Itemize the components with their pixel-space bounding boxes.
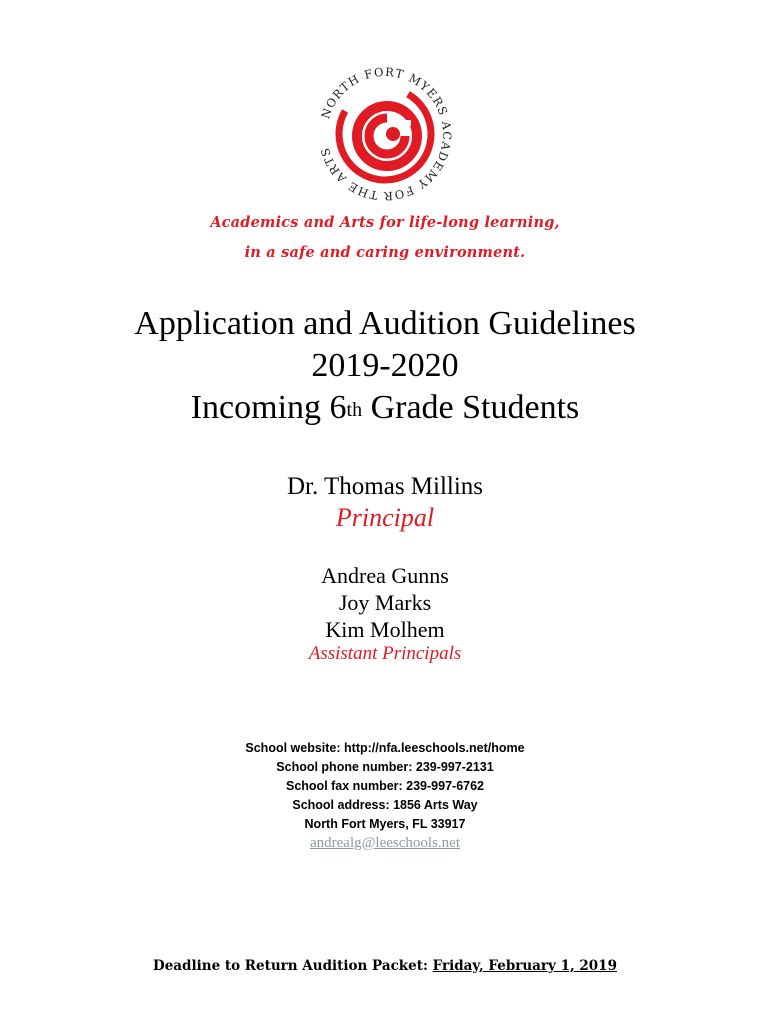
assistant-principal-name: Kim Molhem xyxy=(325,617,445,642)
school-logo xyxy=(309,58,461,210)
ordinal-suffix: th xyxy=(346,399,363,421)
audience-title-prefix: Incoming 6 xyxy=(190,389,347,426)
principal-name: Dr. Thomas Millins xyxy=(286,473,484,500)
deadline-date: Friday, February 1, 2019 xyxy=(432,958,617,974)
assistant-principal-name: Andrea Gunns xyxy=(321,563,449,588)
school-fax: School fax number: 239-997-6762 xyxy=(286,779,484,793)
assistant-principal-name: Joy Marks xyxy=(338,590,432,615)
audience-title-suffix: Grade Students xyxy=(362,389,580,426)
tagline-line-2: in a safe and caring environment. xyxy=(244,244,526,261)
document-title: Application and Audition Guidelines xyxy=(134,305,636,342)
logo-ring-text: NORTH FORT MYERS ACADEMY FOR THE ARTS xyxy=(317,64,455,204)
tagline-line-1: Academics and Arts for life-long learning, xyxy=(210,214,560,231)
school-website: School website: http://nfa.leeschools.net/home xyxy=(245,741,525,755)
audience-title xyxy=(0,387,770,429)
school-year: 2019-2020 xyxy=(311,347,459,384)
email-line xyxy=(0,835,770,852)
email-link[interactable]: andrealg@leeschools.net xyxy=(309,835,460,851)
school-phone: School phone number: 239-997-2131 xyxy=(276,760,494,774)
deadline-label: Deadline to Return Audition Packet: xyxy=(153,958,433,974)
assistant-principals-role: Assistant Principals xyxy=(308,643,462,664)
school-address: School address: 1856 Arts Way xyxy=(292,798,478,812)
principal-role: Principal xyxy=(335,503,435,532)
school-city: North Fort Myers, FL 33917 xyxy=(304,817,466,831)
deadline-line xyxy=(0,958,770,974)
